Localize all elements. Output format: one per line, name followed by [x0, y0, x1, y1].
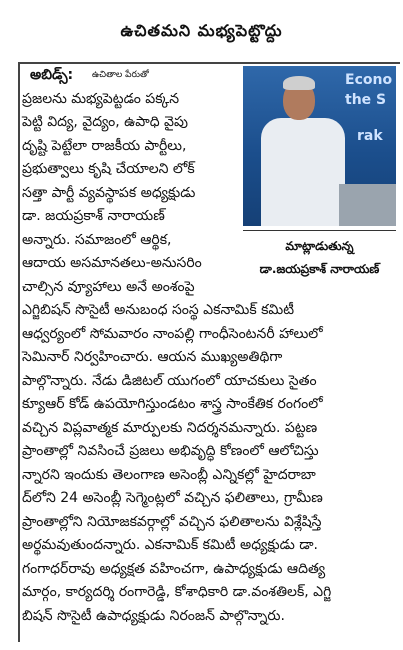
article-line: ప్రాంతాల్లో నివసించే ప్రజలు అభివృద్ధి కోణంలో ఆలోచిస్తు	[22, 443, 319, 459]
column-rule	[18, 62, 20, 642]
article-line: మార్గం, కార్యదర్శి రంగారెడ్డి, కోశాధికారి డా.వంశతిలక్, ఎగ్జి	[22, 584, 332, 600]
article-line: న్నారని ఇందుకు తెలంగాణ అసెంబ్లీ ఎన్నికల్లో హైదరాబా	[22, 466, 316, 483]
article-line: అర్థమవుతుందన్నారు. ఎకనామిక్ కమిటీ అధ్యక్షుడు డా.	[22, 537, 318, 553]
article-line: సెమినార్ నిర్వహించారు. ఆయన ముఖ్యఅతిథిగా	[22, 349, 283, 365]
article-line: డా. జయప్రకాశ్ నారాయణ్	[22, 208, 165, 224]
article-line: ప్రజలను మభ్యపెట్టడం పక్కన	[22, 90, 180, 107]
article-line: ఉచితాల పేరుతో	[92, 70, 149, 80]
podium	[339, 184, 396, 226]
article-line: పాల్గొన్నారు. నేడు డిజిటల్ యుగంలో యాచకులు సైతం	[22, 372, 317, 389]
article-line: ఆధ్వర్యంలో సోమవారం నాంపల్లి గాంధీసెంటనరీ హాలులో	[22, 325, 323, 342]
banner-text-2: the S	[345, 92, 387, 108]
article-line: వచ్చిన విప్లవాత్మక మార్పులకు నిదర్శనమన్నారు. పట్టణ	[22, 419, 318, 436]
article-line: బిషన్ సొసైటీ ఉపాధ్యక్షుడు నిరంజన్ పాల్గొన్నారు.	[22, 607, 285, 624]
caption-line-2: డా.జయప్రకాశ్ నారాయణ్	[259, 262, 380, 276]
article-line: అన్నారు. సమాజంలో ఆర్థిక,	[22, 231, 172, 248]
headline: ఉచితమని మభ్యపెట్టొద్దు	[120, 21, 283, 40]
article-line: క్యూఆర్ కోడ్ ఉపయోగిస్తుండటం శాస్త్ర సాంకేతిక రంగంలో	[22, 396, 323, 412]
article-line: దృష్టి పెట్టేలా రాజకీయ పార్టీలు,	[22, 137, 187, 154]
article-line: ఎగ్జిబిషన్ సొసైటీ అనుబంధ సంస్థ ఎకనామిక్ కమిటీ	[22, 302, 295, 318]
article-line: ద్‌లోని 24 అసెంబ్లీ సెగ్మెంట్లలో వచ్చిన ఫలితాలు, గ్రామీణ	[22, 490, 323, 506]
photo-caption	[243, 230, 396, 291]
article-line: గంగాధర్‌రావు అధ్యక్షత వహించగా, ఉపాధ్యక్షుడు ఆదిత్య	[22, 560, 326, 577]
speaker-photo	[243, 66, 396, 226]
banner-text-3: rak	[357, 128, 383, 144]
dateline: అబిడ్స్:	[30, 67, 74, 83]
article-line: ప్రాంతాల్లోని నియోజకవర్గాల్లో వచ్చిన ఫలితాలను విశ్లేషిస్తే	[22, 513, 322, 530]
speaker-figure	[261, 118, 345, 226]
caption-line-1: మాట్లాడుతున్న	[285, 239, 354, 253]
article-line: ప్రభుత్వాలు కృషి చేయాలని లోక్	[22, 161, 195, 177]
article-line: ఆదాయ అసమానతలు-అనుసరిం	[22, 255, 202, 271]
article-line: పెట్టి విద్య, వైద్యం, ఉపాధి వైపు	[22, 114, 188, 130]
banner-text-1: Econo	[345, 72, 393, 88]
article-line: చాల్సిన వ్యూహాలు అనే అంశంపై	[22, 278, 195, 295]
article-line: సత్తా పార్టీ వ్యవస్థాపక అధ్యక్షుడు	[22, 184, 196, 201]
